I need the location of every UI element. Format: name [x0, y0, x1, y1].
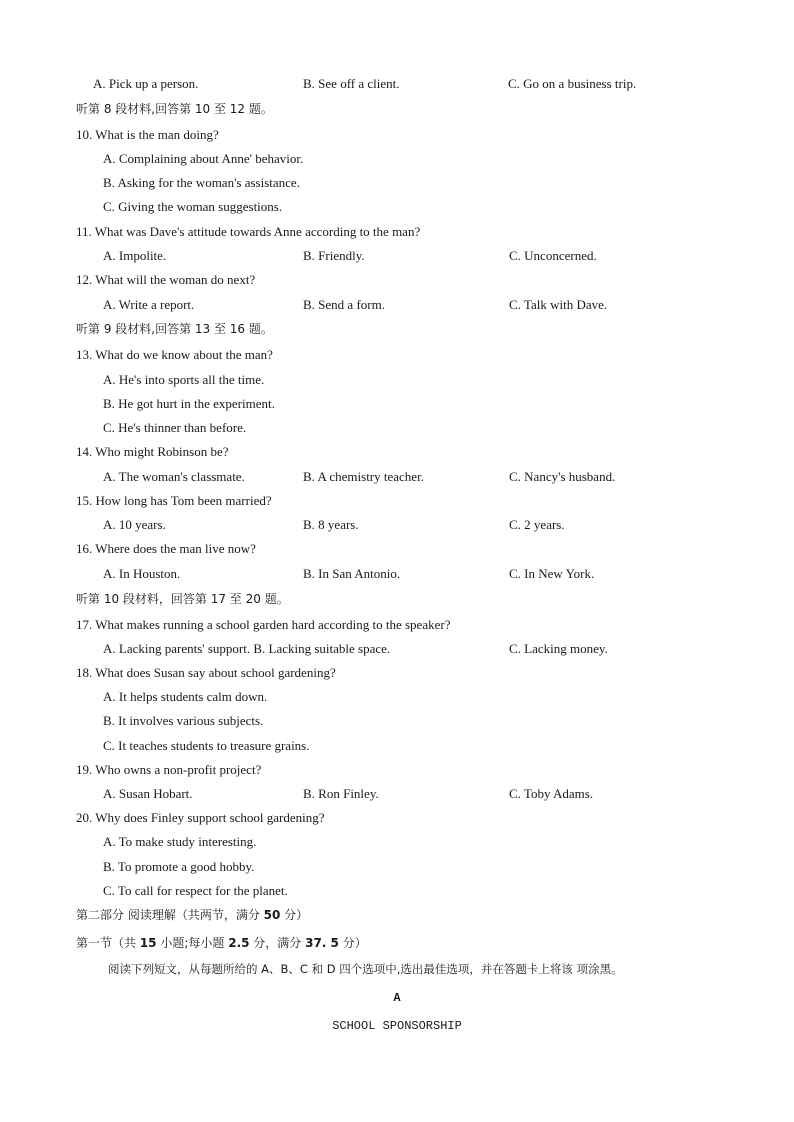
q14-option-a: A. The woman's classmate. — [103, 469, 245, 484]
q13-option-a: A. He's into sports all the time. — [103, 372, 265, 387]
q17-stem: 17. What makes running a school garden hard according to the speaker? — [76, 617, 451, 632]
q11-stem: 11. What was Dave's attitude towards Anne according to the man? — [76, 224, 421, 239]
section-1-mid1: 小题;每小题 — [156, 936, 229, 950]
q18-stem: 18. What does Susan say about school gardening? — [76, 665, 336, 680]
reading-instruction: 阅读下列短文，从每题所给的 A、B、C 和 D 四个选项中,选出最佳选项，并在答题卡上将该 项涂黑。 — [108, 962, 623, 976]
q20-option-b: B. To promote a good hobby. — [103, 859, 255, 874]
section-1-total: 37. 5 — [305, 936, 339, 950]
q12-option-b: B. Send a form. — [303, 297, 385, 312]
q17-options-ab: A. Lacking parents' support. B. Lacking suitable space. — [103, 641, 391, 656]
q9-option-b: B. See off a client. — [303, 76, 400, 91]
section-1-heading — [76, 935, 367, 951]
section-1-each: 2.5 — [228, 936, 250, 950]
section-1-post: 分） — [338, 936, 367, 950]
q10-stem: 10. What is the man doing? — [76, 127, 219, 142]
q15-option-a: A. 10 years. — [103, 517, 166, 532]
q16-stem: 16. Where does the man live now? — [76, 541, 256, 556]
q14-option-b: B. A chemistry teacher. — [303, 469, 424, 484]
part-2-heading-post: 分） — [280, 908, 309, 922]
section-1-count: 15 — [139, 936, 157, 950]
q14-stem: 14. Who might Robinson be? — [76, 444, 229, 459]
part-2-score: 50 — [263, 908, 281, 922]
q20-stem: 20. Why does Finley support school gardening? — [76, 810, 325, 825]
passage-title: SCHOOL SPONSORSHIP — [332, 1019, 462, 1033]
q12-option-a: A. Write a report. — [103, 297, 195, 312]
q19-stem: 19. Who owns a non-profit project? — [76, 762, 262, 777]
q19-option-b: B. Ron Finley. — [303, 786, 379, 801]
section-1-pre: 第一节（共 — [76, 936, 140, 950]
section-8-heading: 听第 8 段材料,回答第 10 至 12 题。 — [76, 102, 273, 116]
section-10-heading: 听第 10 段材料，回答第 17 至 20 题。 — [76, 592, 289, 606]
q15-stem: 15. How long has Tom been married? — [76, 493, 272, 508]
q9-option-a: A. Pick up a person. — [93, 76, 199, 91]
q10-option-c: C. Giving the woman suggestions. — [103, 199, 283, 214]
q10-option-a: A. Complaining about Anne' behavior. — [103, 151, 304, 166]
q17-option-c: C. Lacking money. — [509, 641, 608, 656]
q11-option-b: B. Friendly. — [303, 248, 365, 263]
q15-option-c: C. 2 years. — [509, 517, 565, 532]
q13-option-b: B. He got hurt in the experiment. — [103, 396, 275, 411]
q20-option-a: A. To make study interesting. — [103, 834, 257, 849]
q16-option-b: B. In San Antonio. — [303, 566, 401, 581]
q12-option-c: C. Talk with Dave. — [509, 297, 608, 312]
q16-option-c: C. In New York. — [509, 566, 595, 581]
q16-option-a: A. In Houston. — [103, 566, 181, 581]
q10-option-b: B. Asking for the woman's assistance. — [103, 175, 300, 190]
passage-letter: A — [393, 991, 401, 1005]
q15-option-b: B. 8 years. — [303, 517, 359, 532]
part-2-heading — [76, 907, 308, 923]
part-2-heading-pre: 第二部分 阅读理解（共两节，满分 — [76, 908, 264, 922]
q18-option-c: C. It teaches students to treasure grains. — [103, 738, 310, 753]
q14-option-c: C. Nancy's husband. — [509, 469, 616, 484]
section-9-heading: 听第 9 段材料,回答第 13 至 16 题。 — [76, 322, 273, 336]
q18-option-b: B. It involves various subjects. — [103, 713, 264, 728]
q13-stem: 13. What do we know about the man? — [76, 347, 273, 362]
q12-stem: 12. What will the woman do next? — [76, 272, 256, 287]
q20-option-c: C. To call for respect for the planet. — [103, 883, 288, 898]
q13-option-c: C. He's thinner than before. — [103, 420, 247, 435]
q19-option-c: C. Toby Adams. — [509, 786, 594, 801]
section-1-mid2: 分，满分 — [249, 936, 306, 950]
q18-option-a: A. It helps students calm down. — [103, 689, 268, 704]
q9-option-c: C. Go on a business trip. — [508, 76, 637, 91]
q11-option-a: A. Impolite. — [103, 248, 167, 263]
q11-option-c: C. Unconcerned. — [509, 248, 597, 263]
q19-option-a: A. Susan Hobart. — [103, 786, 193, 801]
